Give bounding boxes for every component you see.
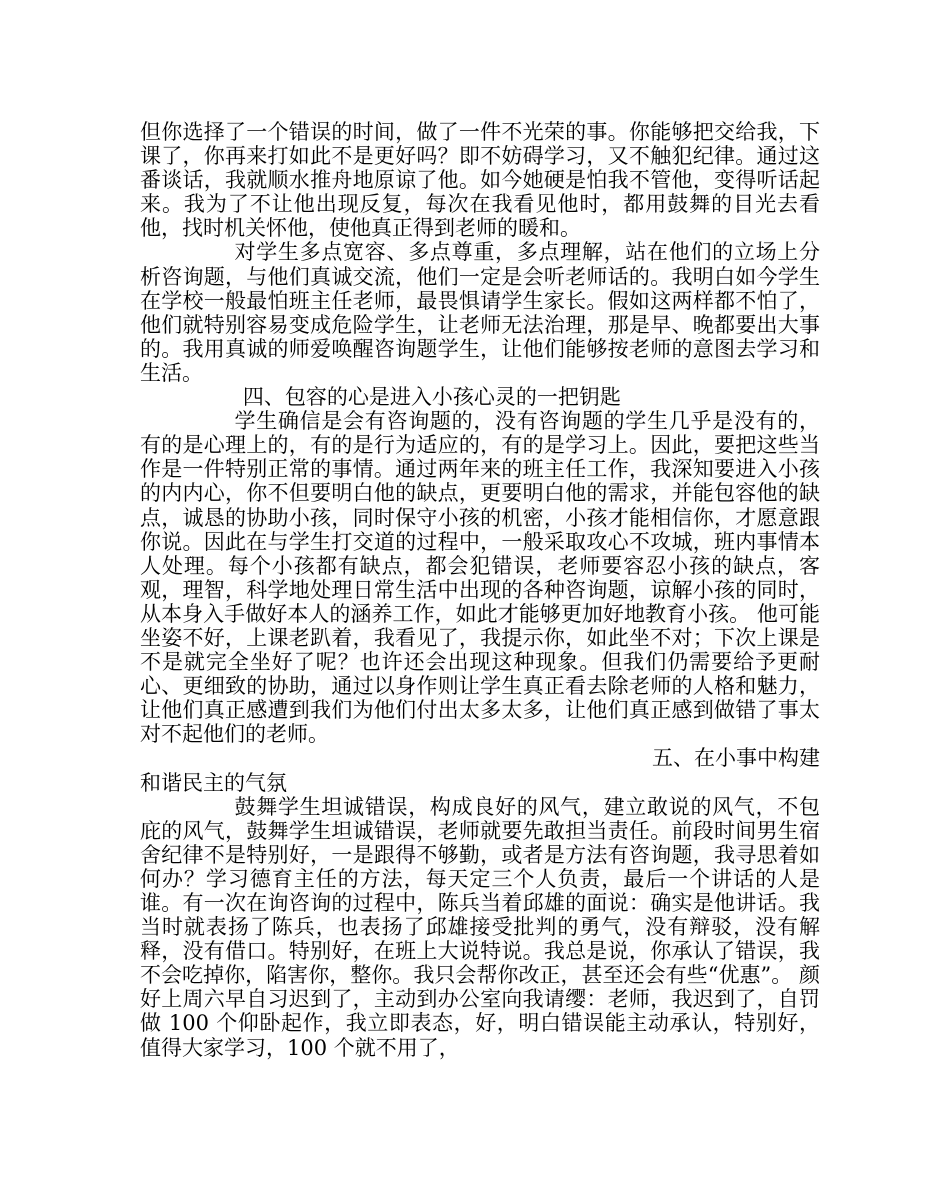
section-heading: 四、包容的心是进入小孩心灵的一把钥匙 [242,385,621,410]
body-paragraph: 鼓舞学生坦诚错误，构成良好的风气，建立敢说的风气，不包庇的风气，鼓舞学生坦诚错误，老师就要先敢担当责任。前段时间男生宿舍纪律不是特别好，一是跟得不够勤，或者是方法有咨询题，我寻思着如何办？学习德育主任的方法，每天定三个人负责，最后一个讲话的人是谁。有一次在询咨询的过程中，陈兵当着邱雄的面说：确实是他讲话。我当时就表扬了陈兵，也表扬了邱雄接受批判的勇气，没有辩驳，没有解释，没有借口。特别好，在班上大说特说。我总是说，你承认了错误，我不会吃掉你，陷害你，整你。我只会帮你改正，甚至还会有些“优惠”。 颜好上周六早自习迟到了，主动到办公室向我请缨：老师，我迟到了，自罚做 100 个仰卧起作，我立即表态，好，明白错误能主动承认，特别好，值得大家学习，100 个就不用了， [140,794,820,1060]
section-heading-continuation: 和谐民主的气氛 [140,770,287,795]
section-heading: 五、在小事中构建 [652,746,820,771]
body-paragraph: 但你选择了一个错误的时间，做了一件不光荣的事。你能够把交给我，下课了，你再来打如此不是更好吗？即不妨碍学习，又不触犯纪律。通过这番谈话，我就顺水推舟地原谅了他。如今她硬是怕我不管他，变得听话起来。我为了不让他出现反复，每次在我看见他时，都用鼓舞的目光去看他，找时机关怀他，使他真正得到老师的暖和。 [140,120,820,241]
body-paragraph: 学生确信是会有咨询题的，没有咨询题的学生几乎是没有的，有的是心理上的，有的是行为适应的，有的是学习上。因此，要把这些当作是一件特别正常的事情。通过两年来的班主任工作，我深知要进入小孩的内内心，你不但要明白他的缺点，更要明白他的需求，并能包容他的缺点，诚恳的协助小孩，同时保守小孩的机密，小孩才能相信你，才愿意跟你说。因此在与学生打交道的过程中，一般采取攻心不攻城，班内事情本人处理。每个小孩都有缺点，都会犯错误，老师要容忍小孩的缺点，客观，理智，科学地处理日常生活中出现的各种咨询题，谅解小孩的同时，从本身入手做好本人的涵养工作，如此才能够更加好地教育小孩。 他可能坐姿不好，上课老趴着，我看见了，我提示你，如此坐不对；下次上课是不是就完全坐好了呢？也许还会出现这种现象。但我们仍需要给予更耐心、更细致的协助，通过以身作则让学生真正看去除老师的人格和魅力，让他们真正感遭到我们为他们付出太多太多，让他们真正感到做错了事太对不起他们的老师。 [140,409,820,747]
body-paragraph: 对学生多点宽容、多点尊重，多点理解，站在他们的立场上分析咨询题，与他们真诚交流，他们一定是会听老师话的。我明白如今学生在学校一般最怕班主任老师，最畏惧请学生家长。假如这两样都不怕了，他们就特别容易变成危险学生，让老师无法治理，那是早、晚都要出大事的。我用真诚的师爱唤醒咨询题学生，让他们能够按老师的意图去学习和生活。 [140,240,820,385]
document-body [140,120,820,1060]
